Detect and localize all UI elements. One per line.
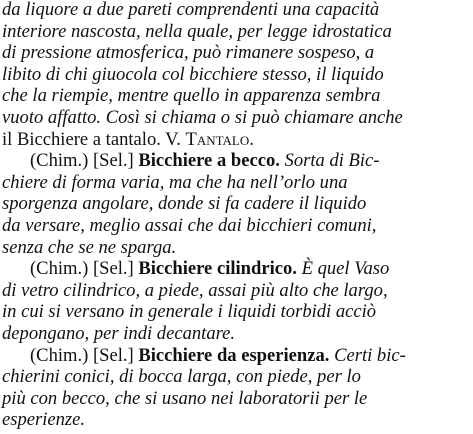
text-line: vuoto affatto. Così si chiama o si può chiamare anche: [2, 107, 403, 128]
text-line: chierini conici, di bocca larga, con piede, per lo: [2, 366, 361, 388]
text-run: il Bicchiere a tantalo. V.: [2, 128, 186, 150]
entry-header-line: [30, 150, 379, 172]
text-run: .: [249, 128, 254, 150]
text-line: che la riempie, mentre quello in apparenza sembra: [2, 85, 381, 107]
text-line: di pressione atmosferica, può rimanere sospeso, a: [2, 42, 375, 64]
text-line: più con becco, che si usano nei laboratorii per le: [2, 387, 368, 409]
entry-definition: Sorta di Bic-: [279, 150, 380, 172]
entry-label: (Chim.) [Sel.]: [30, 150, 139, 172]
entry-header-line: [30, 345, 406, 367]
entry-label: (Chim.) [Sel.]: [30, 258, 139, 280]
text-line: sporgenza angolare, donde si fa cadere il liquido: [2, 193, 367, 215]
text-line: libito di chi giuocola col bicchiere stesso, il liquido: [2, 63, 384, 85]
entry-headword: Bicchiere cilindrico.: [138, 258, 297, 280]
text-line: da liquore a due pareti comprendenti una capacità: [2, 0, 380, 20]
text-line: di vetro cilindrico, a piede, assai più alto che largo,: [2, 279, 388, 301]
text-line: chiere di forma varia, ma che ha nell’orlo una: [2, 171, 348, 193]
text-line: in cui si versano in generale i liquidi torbidi acciò: [2, 301, 377, 323]
text-line: da versare, meglio assai che dai bicchieri comuni,: [2, 215, 377, 236]
text-line: interiore nascosta, nella quale, per legge idrostatica: [2, 20, 392, 42]
entry-definition: È quel Vaso: [296, 258, 390, 280]
entry-headword: Bicchiere da esperienza.: [138, 344, 330, 366]
text-line: [2, 129, 254, 151]
text-line: senza che se ne sparga.: [2, 236, 177, 258]
entry-headword: Bicchiere a becco.: [138, 150, 280, 172]
entry-label: (Chim.) [Sel.]: [30, 344, 139, 366]
text-line: esperienze.: [2, 409, 86, 431]
entry-header-line: [30, 258, 389, 280]
entry-definition: Certi bic-: [329, 344, 406, 366]
text-line: depongano, per indi decantare.: [2, 323, 236, 344]
cross-reference: Tantalo: [185, 128, 250, 150]
